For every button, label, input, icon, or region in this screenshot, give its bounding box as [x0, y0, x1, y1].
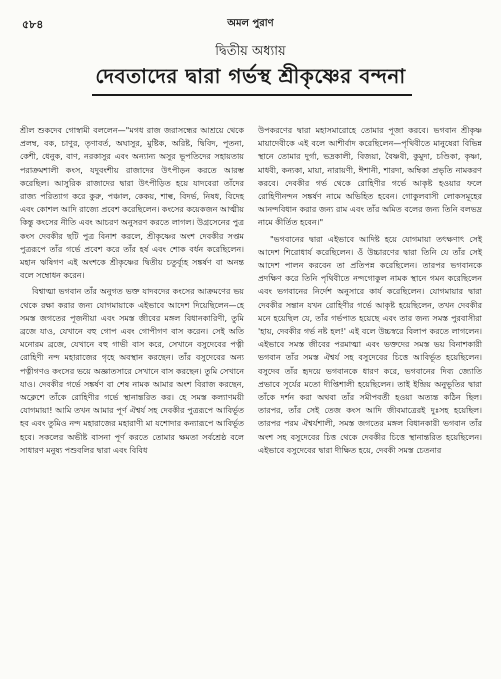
chapter-label: দ্বিতীয় অধ্যায়: [215, 44, 286, 59]
page-number: ৫৮৪: [22, 18, 44, 31]
chapter-title: দেবতাদের দ্বারা গর্ভস্থ শ্রীকৃষ্ণের বন্দনা: [95, 64, 406, 88]
paragraph: উপকরণের দ্বারা মহাসমারোহে তোমার পূজা করবে। ভগবান শ্রীকৃষ্ণ মায়াদেবীকে এই বলে আশীর্বাদ করেছিলেন—পৃথিবীতে মানুষেরা বিভিন্ন স্থানে তোমার দুর্গা, ভদ্রকালী, বিজয়া, বৈষ্ণবী, কুমুদা, চণ্ডিকা, কৃষ্ণা, মাধবী, কন্যকা, মায়া, নারায়ণী, ঈশানী, শারদা, অম্বিকা প্রভৃতি নামকরণ করবে। দেবকীর গর্ভ থেকে রোহিণীর গর্ভে আকৃষ্ট হওয়ার ফলে রোহিণীনন্দন সঙ্কর্ষণ নামে অভিহিত হবেন। গোকুলবাসী লোকসমূহের আনন্দবিধান করার জন্য রাম এবং তাঁর অমিত বলের জন্য তিনি বলভদ্র নামে কীর্তিত হবেন।": [258, 126, 482, 228]
running-header: অমল পুরাণ: [227, 18, 274, 29]
paragraph: শ্রীল শুকদেব গোস্বামী বললেন—"মগধ রাজ জরাসন্ধের আশ্রয়ে থেকে প্রলম্ব, বক, চাণুর, তৃণাবর্ত, অঘাসুর, মুষ্টিক, অরিষ্ট, দ্বিবিদ, পূতনা, কেশী, ধেনুক, বাণ, নরকাসুর এবং অন্যান্য অসুর ভূপতিদের সহায়তায় পরাক্রমশালী কংস, যদুবংশীয় রাজাদের উৎপীড়ন করতে আরম্ভ করেছিল। আসুরিক রাজাদের দ্বারা উৎপীড়িত হয়ে যাদবেরা তাঁদের রাজ্য পরিত্যাগ করে কুরু, পঞ্চাল, কেকয়, শাল্ব, বিদর্ভ, নিষধ, বিদেহ এবং কোশল আদি রাজ্যে প্রবেশ করেছিলেন। কংসের কয়েকজন আত্মীয় কিন্তু কংসের নীতি এবং আচরণ অনুসরণ করতে লাগল। উগ্রসেনের পুত্র কংস দেবকীর ছটি পুত্র বিনাশ করলে, শ্রীকৃষ্ণের অংশ দেবকীর সপ্তম পুত্ররূপে তাঁর গর্ভে প্রবেশ করে তাঁর হর্ষ এবং শোক বর্ধন করেছিলেন। মহান ঋষিগণ এই অংশকে শ্রীকৃষ্ণের দ্বিতীয় চতুর্ব্যূহ সঙ্কর্ষণ বা অনন্ত বলে সম্বোধন করেন।: [20, 126, 244, 281]
paragraph: বিশ্বাত্মা ভগবান তাঁর অনুগত ভক্ত যাদবদের কংসের আক্রমণের ভয় থেকে রক্ষা করার জন্য যোগমায়াকে এইভাবে আদেশ দিয়েছিলেন—হে সমস্ত জগতের পূজনীয়া এবং সমস্ত জীবের মঙ্গল বিধানকারিণী, তুমি ব্রজে যাও, যেখানে বহু গোপ এবং গোপীগণ বাস করেন। সেই অতি মনোরম ব্রজে, যেখানে বহু গাভী বাস করে, সেখানে বসুদেবের পত্নী রোহিণী নন্দ মহারাজের গৃহে অবস্থান করছেন। তাঁর বসুদেবের অন্য পত্নীগণও কংসের ভয়ে অজ্ঞাতসারে সেখানে বাস করছেন। তুমি সেখানে যাও। দেবকীর গর্ভে সঙ্কর্ষণ বা শেষ নামক আমার অংশ বিরাজ করছেন, অক্লেশে তাঁকে রোহিণীর গর্ভে স্থানান্তরিত কর। হে সমস্ত কল্যাণময়ী যোগমায়া! আমি তখন আমার পূর্ণ ঐশ্বর্য সহ দেবকীর পুত্ররূপে আবির্ভূত হব এবং তুমিও নন্দ মহারাজের মহারাণী মা যশোদার কন্যারূপে আবির্ভূত হবে। সকলের অভীষ্ট বাসনা পূর্ণ করতে তোমার ক্ষমতা সর্বশ্রেষ্ঠ বলে সাধারণ মনুষ্য পশুবলির দ্বারা এবং বিবিধ: [20, 287, 244, 455]
right-column: [258, 124, 482, 457]
left-column: [20, 124, 244, 457]
title-underline: [92, 94, 412, 96]
paragraph: "ভগবানের দ্বারা এইভাবে আদিষ্ট হয়ে যোগমায়া তৎক্ষণাৎ সেই আদেশ শিরোধার্য করেছিলেন। ওঁ উচ্চারণের দ্বারা তিনি যে তাঁর সেই আদেশ পালন করবেন তা প্রতিপন্ন করেছিলেন। তারপর ভগবানকে প্রদক্ষিণ করে তিনি পৃথিবীতে নন্দগোকুল নামক স্থানে গমন করেছিলেন এবং ভগবানের নির্দেশ অনুসারে কার্য করেছিলেন। যোগমায়ার দ্বারা দেবকীর সন্তান যখন রোহিণীর গর্ভে আকৃষ্ট হয়েছিলেন, তখন দেবকীর মনে হয়েছিল যে, তাঁর গর্ভপাত হয়েছে এবং তার জন্য সমস্ত পুরবাসীরা 'হায়, দেবকীর গর্ভ নষ্ট হল!' এই বলে উচ্চস্বরে বিলাপ করতে লাগলেন। এইভাবে সমস্ত জীবের পরমাত্মা এবং ভক্তদের সমস্ত ভয় বিনাশকারী ভগবান তাঁর সমস্ত ঐশ্বর্য সহ বসুদেবের চিত্তে আবির্ভূত হয়েছিলেন। বসুদেব তাঁর হৃদয়ে ভগবানকে ধারণ করে, ভগবানের দিব্য জ্যোতি প্রভাবে সূর্যের মতো দীপ্তিশালী হয়েছিলেন। তাই ইন্দ্রিয় অনুভূতির দ্বারা তাঁকে দর্শন করা অথবা তাঁর সমীপবর্তী হওয়া অত্যন্ত কঠিন ছিল। তারপর, তাঁর সেই তেজ কংস আদি জীবমাত্রেরই দুঃসহ হয়েছিল। তারপর পরম ঐশ্বর্যশালী, সমস্ত জগতের মঙ্গল বিধানকারী ভগবান তাঁর অংশ সহ বসুদেবের চিত্ত থেকে দেবকীর চিত্তে স্থানান্তরিত হয়েছিলেন। এইভাবে বসুদেবের দ্বারা দীক্ষিত হয়ে, দেবকী সমস্ত চেতনার: [258, 234, 482, 455]
